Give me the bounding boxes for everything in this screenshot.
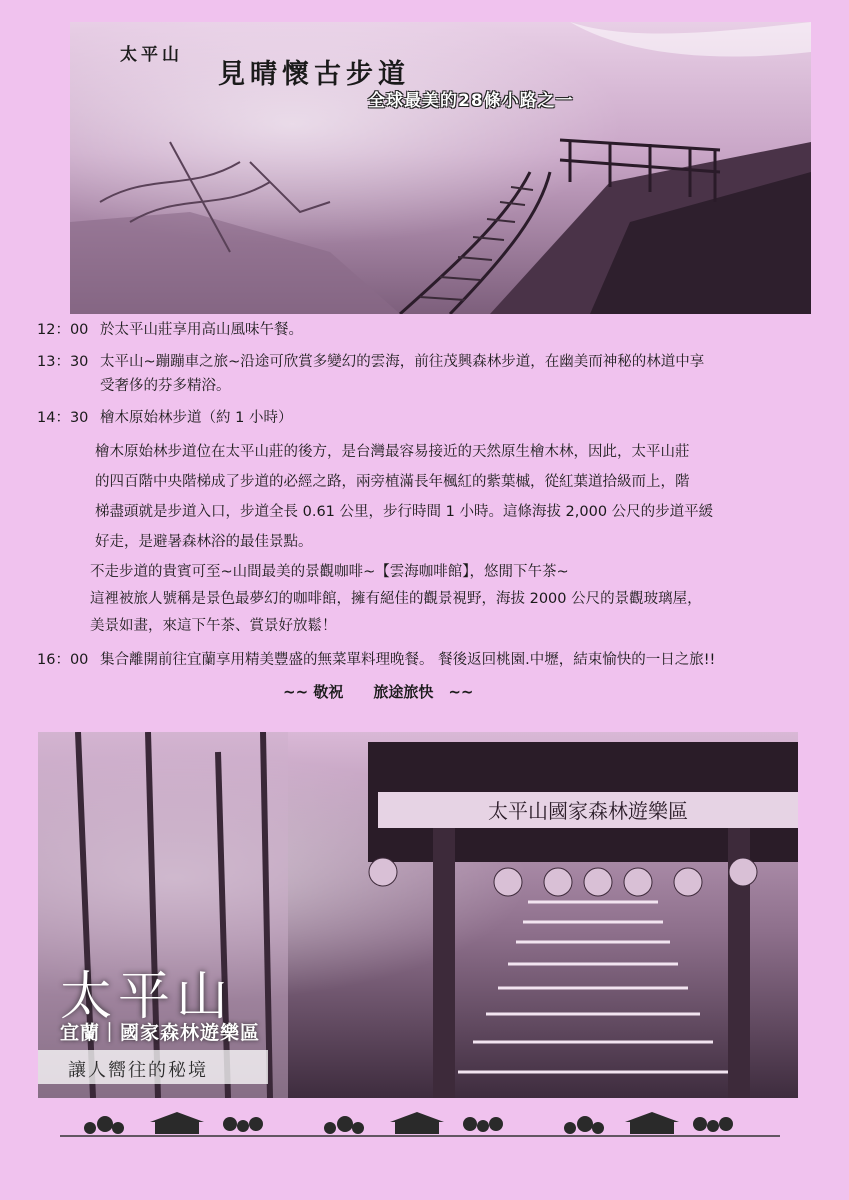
header-photo xyxy=(70,22,811,314)
cafe-line: 這裡被旅人號稱是景色最夢幻的咖啡館，擁有絕佳的觀景視野，海拔 2000 公尺的景觀玻璃屋， xyxy=(90,591,702,607)
mountain-railway-illustration xyxy=(70,22,811,314)
itinerary-text: 檜木原始林步道（約 1 小時） xyxy=(100,410,293,426)
itinerary-time: 12：00 xyxy=(37,322,89,338)
stairs xyxy=(458,902,728,1072)
description-line: 檜木原始林步道位在太平山莊的後方，是台灣最容易接近的天然原生檜木林，因此，太平山莊 xyxy=(95,444,690,460)
cafe-line: 不走步道的貴賓可至~山間最美的景觀咖啡~【雲海咖啡館】，悠閒下午茶~ xyxy=(90,564,569,580)
itinerary-text: 集合離開前往宜蘭享用精美豐盛的無菜單料理晚餐。 餐後返回桃園.中壢，結束愉快的一日之旅!! xyxy=(100,652,716,668)
cafe-line: 美景如畫，來這下午茶、賞景好放鬆！ xyxy=(90,618,337,634)
itinerary-text-cont: 受奢侈的芬多精浴。 xyxy=(100,378,231,394)
description-line: 的四百階中央階梯成了步道的必經之路，兩旁植滿長年楓紅的紫葉槭，從紅葉道拾級而上，階 xyxy=(95,474,690,490)
header-location: 太平山 xyxy=(120,45,183,65)
closing-greeting: ~~ 敬祝 旅途旅快 ~~ xyxy=(283,683,474,701)
gate-sign-text: 太平山國家森林遊樂區 xyxy=(488,799,688,823)
itinerary-text: 太平山~蹦蹦車之旅~沿途可欣賞多變幻的雲海，前往茂興森林步道，在幽美而神秘的林道中享 xyxy=(100,354,705,370)
poster-photo xyxy=(38,732,798,1098)
header-title: 見晴懷古步道 xyxy=(218,59,410,90)
itinerary-time: 16：00 xyxy=(37,652,89,668)
description-line: 好走，是避暑森林浴的最佳景點。 xyxy=(95,534,313,550)
itinerary-time: 14：30 xyxy=(37,410,89,426)
poster-title: 太平山 xyxy=(60,967,235,1027)
header-subtitle: 全球最美的28條小路之一 xyxy=(368,91,574,111)
footer-decoration xyxy=(60,1106,780,1140)
itinerary-text: 於太平山莊享用高山風味午餐。 xyxy=(100,322,303,338)
itinerary-time: 13：30 xyxy=(37,354,89,370)
poster-tagline-box xyxy=(38,1050,268,1084)
poster-subtitle: 宜蘭｜國家森林遊樂區 xyxy=(60,1022,261,1044)
poster-tagline: 讓人嚮往的秘境 xyxy=(68,1060,208,1081)
description-line: 梯盡頭就是步道入口，步道全長 0.61 公里，步行時間 1 小時。這條海拔 2,000 公尺的步道平緩 xyxy=(95,504,714,520)
